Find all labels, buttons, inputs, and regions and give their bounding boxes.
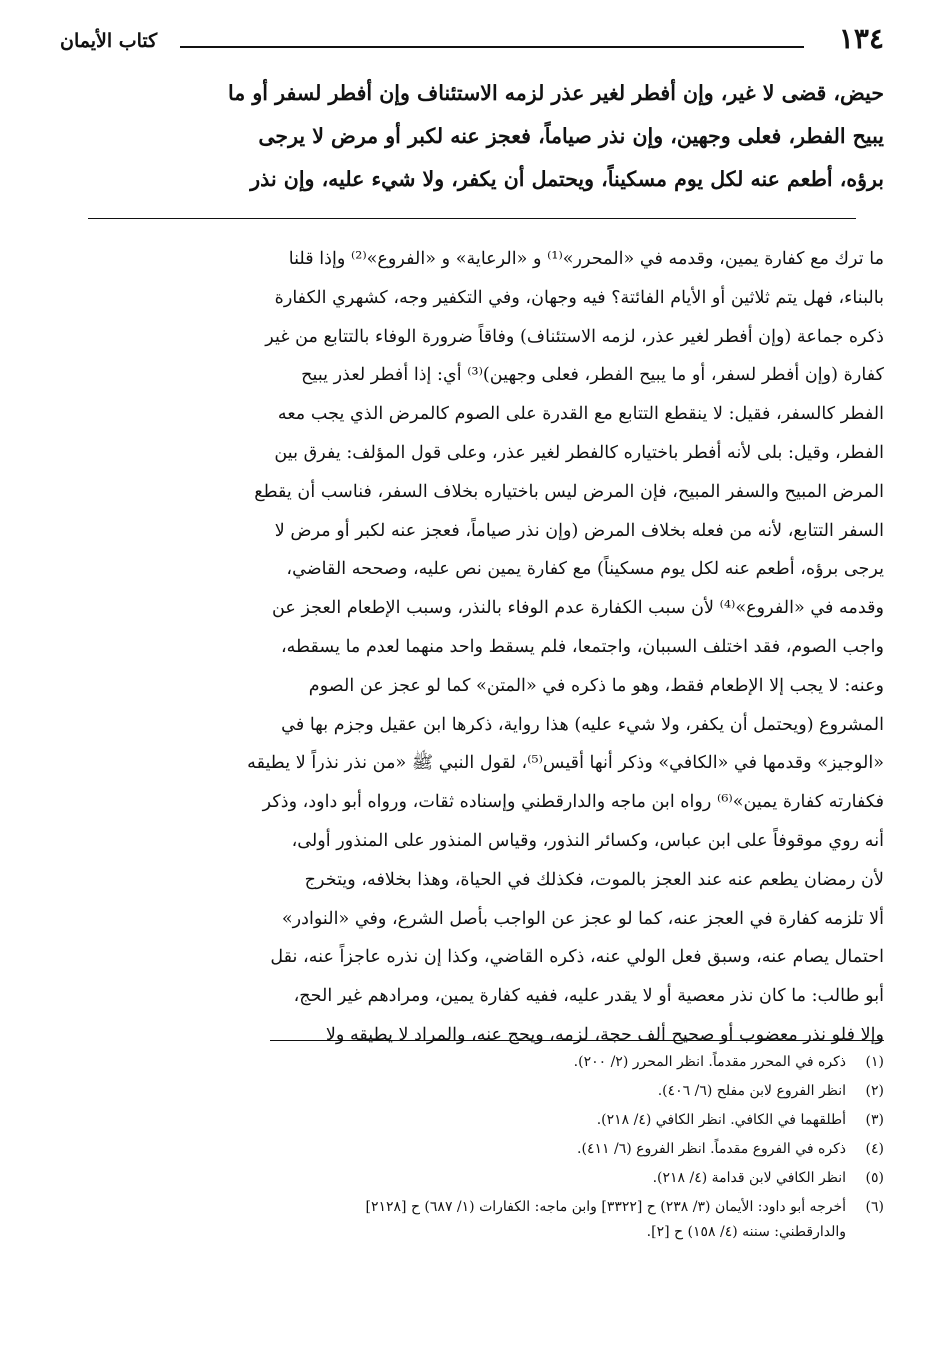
sharh-line: أنه روي موقوفاً على ابن عباس، وكسائر النذور، وقياس المنذور على المنذور أولى، [291,830,884,851]
sharh-line: «الوجيز» وقدمها في «الكافي» وذكر أنها أقيس⁽⁵⁾، لقول النبي ﷺ «من نذر نذراً لا يطيقه [247,753,884,774]
footnote-text: ذكره في الفروع مقدماً. انظر الفروع (٦/ ٤١١). [577,1141,846,1157]
footnote-text: ذكره في المحرر مقدماً. انظر المحرر (٢/ ٢٠٠). [573,1054,846,1070]
sharh-line: ألا تلزمه كفارة في العجز عنه، كما لو عجز عن الواجب بأصل الشرع، وفي «النوادر» [281,908,884,929]
footnote [60,1079,884,1108]
matn-divider [88,218,856,219]
matn-line: حيض، قضى لا غير، وإن أفطر لغير عذر لزمه الاستئناف وإن أفطر لسفر أو ما [228,81,884,105]
footnote-text: انظر الكافي لابن قدامة (٤/ ٢١٨). [652,1170,846,1186]
sharh-line: كفارة (وإن أفطر لسفر، أو ما يبيح الفطر، فعلى وجهين)⁽³⁾ أي: إذا أفطر لعذر يبيح [301,365,884,386]
footnote-number: (٦) [865,1199,884,1215]
header-rule [180,46,804,48]
sharh-line: وعنه: لا يجب إلا الإطعام فقط، وهو ما ذكره في «المتن» كما لو عجز عن الصوم [308,675,884,696]
footnote [60,1108,884,1137]
footnote-divider [270,1040,884,1041]
sharh-line: ذكره جماعة (وإن أفطر لغير عذر، لزمه الاستئناف) وفاقاً ضرورة الوفاء بالتتابع من غير [265,326,884,347]
sharh-line: ما ترك مع كفارة يمين، وقدمه في «المحرر»⁽¹⁾ و «الرعاية» و «الفروع»⁽²⁾ وإذا قلنا [288,249,884,269]
sharh-line: المرض المبيح والسفر المبيح، فإن المرض ليس باختياره بخلاف السفر، فناسب أن يقطع [254,481,884,502]
sharh-line: المشروع (ويحتمل أن يكفر، ولا شيء عليه) هذا رواية، ذكرها ابن عقيل وجزم بها في [281,714,884,735]
footnote [60,1166,884,1195]
sharh-line: يرجى برؤه، أطعم عنه لكل يوم مسكيناً) مع كفارة يمين نص عليه، وصححه القاضي، [286,559,884,580]
footnote-number: (١) [865,1054,884,1070]
footnote-number: (٥) [865,1170,884,1186]
footnote-text: أخرجه أبو داود: الأيمان (٣/ ٢٣٨) ح [٣٣٢٢] وابن ماجه: الكفارات (١/ ٦٨٧) ح [٢١٢٨] والدارقطني: سننه (٤/ ١٥٨) ح [٢]. [365,1199,846,1240]
footnote [60,1195,884,1245]
matn-line: برؤه، أطعم عنه لكل يوم مسكيناً، ويحتمل أن يكفر، ولا شيء عليه، وإن نذر [250,167,884,191]
sharh-line: أبو طالب: ما كان نذر معصية أو لا يقدر عليه، ففيه كفارة يمين، ومرادهم غير الحج، [293,986,884,1007]
sharh-line: الفطر كالسفر، فقيل: لا ينقطع التتابع مع القدرة على الصوم كالمرض الذي يجب معه [277,404,884,425]
book-title: كتاب الأيمان [60,30,158,52]
footnote-number: (٤) [865,1141,884,1157]
footnotes [60,1050,884,1245]
matn-text [60,72,884,201]
footnote-number: (٢) [865,1083,884,1099]
sharh-line: فكفارته كفارة يمين»⁽⁶⁾ رواه ابن ماجه والدارقطني وإسناده ثقات، ورواه أبو داود، وذكر [262,792,884,813]
sharh-line: الفطر، وقيل: بلى لأنه أفطر باختياره كالفطر لغير عذر، وعلى قول المؤلف: يفرق بين [274,442,884,463]
sharh-text [60,240,884,1055]
sharh-line: وقدمه في «الفروع»⁽⁴⁾ لأن سبب الكفارة عدم الوفاء بالنذر، وسبب الإطعام العجز عن [271,598,884,619]
footnote-text: انظر الفروع لابن مفلح (٦/ ٤٠٦). [657,1083,846,1099]
footnote [60,1050,884,1079]
sharh-line: بالبناء، فهل يتم ثلاثين أو الأيام الفائتة؟ فيه وجهان، وفي التكفير وجه، كشهري الكفارة [274,287,884,308]
sharh-line: احتمال يصام عنه، وسبق فعل الولي عنه، ذكره القاضي، وكذا إن نذره عاجزاً عنه، نقل [270,947,884,968]
sharh-line: السفر التتابع، لأنه من فعله بخلاف المرض (وإن نذر صياماً، فعجز عنه لكبر أو مرض لا [274,520,884,541]
page-number: ١٣٤ [838,22,884,55]
footnote [60,1137,884,1166]
footnote-text: أطلقهما في الكافي. انظر الكافي (٤/ ٢١٨). [596,1112,846,1128]
matn-line: يبيح الفطر، فعلى وجهين، وإن نذر صياماً، فعجز عنه لكبر أو مرض لا يرجى [258,124,884,148]
sharh-line: لأن رمضان يطعم عنه عند العجز بالموت، فكذلك في الحياة، وهذا بخلافه، ويتخرج [304,869,884,890]
footnote-number: (٣) [865,1112,884,1128]
sharh-line: وإلا فلو نذر معضوب أو صحيح ألف حجة، لزمه، ويحج عنه، والمراد لا يطيقه ولا [325,1024,884,1045]
page-header [60,18,884,62]
sharh-line: واجب الصوم، فقد اختلف السببان، واجتمعا، فلم يسقط واحد منهما لعدم ما يسقطه، [280,636,884,657]
